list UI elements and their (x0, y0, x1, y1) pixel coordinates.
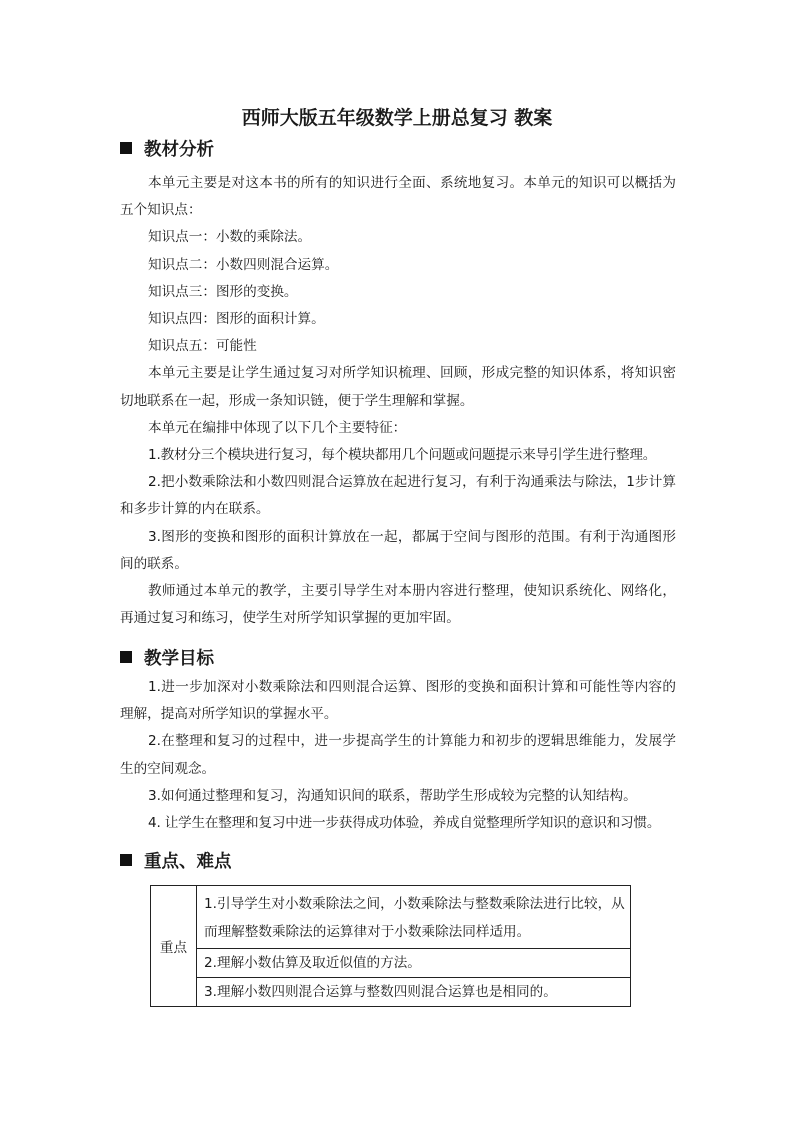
analysis-body (120, 170, 676, 632)
section-heading-text: 重点、难点 (144, 852, 232, 872)
table-cell: 3.理解小数四则混合运算与整数四则混合运算也是相同的。 (197, 978, 631, 1007)
document-title: 西师大版五年级数学上册总复习 教案 (241, 107, 553, 129)
paragraph: 3.图形的变换和图形的面积计算放在一起，都属于空间与图形的范围。有利于沟通图形间的联系。 (120, 528, 676, 572)
paragraph: 知识点二：小数四则混合运算。 (148, 256, 339, 273)
table-cell: 1.引导学生对小数乘除法之间，小数乘除法与整数乘除法进行比较，从而理解整数乘除法的运算律对于小数乘除法同样适用。 (197, 886, 631, 949)
paragraph: 4. 让学生在整理和复习中进一步获得成功体验，养成自觉整理所学知识的意识和习惯。 (148, 815, 661, 832)
table-row (151, 949, 631, 978)
paragraph: 1.进一步加深对小数乘除法和四则混合运算、图形的变换和面积计算和可能性等内容的理解，提高对所学知识的掌握水平。 (120, 679, 676, 723)
paragraph: 本单元主要是对这本书的所有的知识进行全面、系统地复习。本单元的知识可以概括为五个知识点： (120, 175, 676, 219)
table-cell: 2.理解小数估算及取近似值的方法。 (197, 949, 631, 978)
paragraph: 2.把小数乘除法和小数四则混合运算放在起进行复习，有利于沟通乘法与除法，1步计算和多步计算的内在联系。 (120, 474, 676, 518)
section-heading-goals (120, 646, 214, 672)
paragraph: 1.教材分三个模块进行复习，每个模块都用几个问题或问题提示来导引学生进行整理。 (148, 447, 657, 464)
table-row (151, 978, 631, 1007)
paragraph: 2.在整理和复习的过程中，进一步提高学生的计算能力和初步的逻辑思维能力，发展学生的空间观念。 (120, 733, 676, 777)
square-bullet-icon (120, 651, 132, 663)
paragraph: 3.如何通过整理和复习，沟通知识间的联系，帮助学生形成较为完整的认知结构。 (148, 787, 637, 804)
square-bullet-icon (120, 142, 132, 154)
focus-label-cell: 重点 (151, 886, 197, 1007)
paragraph: 本单元主要是让学生通过复习对所学知识梳理、回顾，形成完整的知识体系，将知识密切地联系在一起，形成一条知识链，便于学生理解和掌握。 (120, 365, 676, 409)
paragraph: 知识点四：图形的面积计算。 (148, 311, 325, 328)
square-bullet-icon (120, 854, 132, 866)
paragraph: 本单元在编排中体现了以下几个主要特征： (148, 419, 407, 436)
focus-table (150, 885, 631, 1007)
section-heading-focus (120, 849, 232, 875)
paragraph: 教师通过本单元的教学，主要引导学生对本册内容进行整理，使知识系统化、网络化，再通过复习和练习，使学生对所学知识掌握的更加牢固。 (120, 583, 676, 627)
table-row (151, 886, 631, 949)
paragraph: 知识点三：图形的变换。 (148, 283, 298, 300)
paragraph: 知识点一：小数的乘除法。 (148, 229, 312, 246)
paragraph: 知识点五：可能性 (148, 338, 257, 355)
section-heading-text: 教材分析 (144, 140, 214, 160)
section-heading-analysis (120, 137, 214, 163)
goals-body (120, 674, 676, 837)
section-heading-text: 教学目标 (144, 649, 214, 669)
